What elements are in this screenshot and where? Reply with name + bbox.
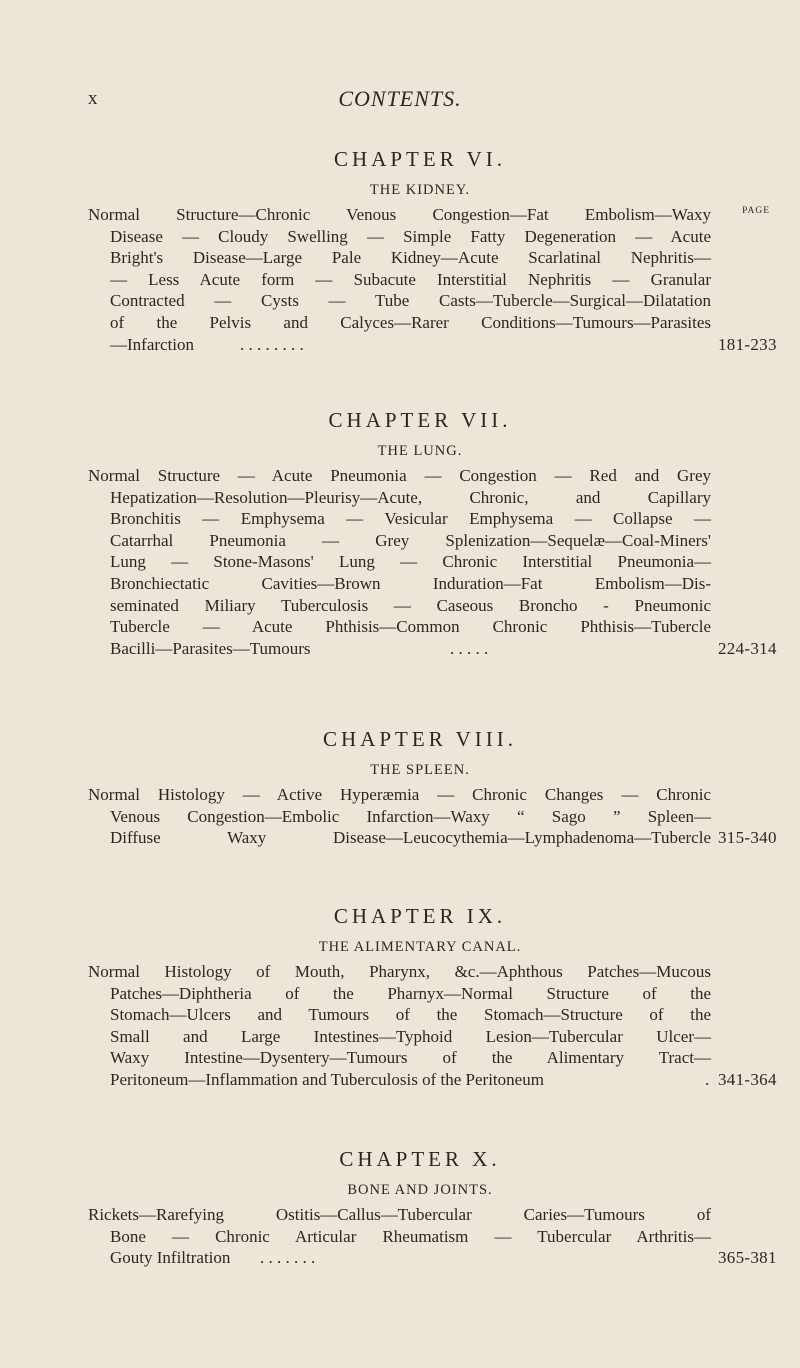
chapter-viii [0, 726, 800, 849]
entry-line: Peritoneum—Inflammation and Tuberculosis of the Peritoneum . 341-364 [110, 1069, 777, 1089]
entry-line: Venous Congestion—Embolic Infarction—Waxy “ Sago ” Spleen— [110, 806, 711, 826]
entry-line: Bacilli—Parasites—Tumours . . . . . 224-314 [110, 638, 777, 658]
chapter-heading: CHAPTER VIII. [323, 727, 517, 751]
chapter-subject: THE SPLEEN. [370, 762, 470, 778]
page-range: 315-340 [718, 828, 777, 848]
entry-line: Tubercle — Acute Phthisis—Common Chronic Phthisis—Tubercle [110, 617, 711, 637]
entry-line: Contracted — Cysts — Tube Casts—Tubercle—Surgical—Dilatation [110, 291, 711, 311]
entry-line: Normal Histology of Mouth, Pharynx, &c.—Aphthous Patches—Mucous [88, 962, 711, 981]
chapter-heading: CHAPTER X. [339, 1147, 501, 1171]
dot-leaders: . . . . . . . [260, 1248, 316, 1268]
entry-line: Bright's Disease—Large Pale Kidney—Acute Scarlatinal Nephritis— [110, 248, 711, 268]
entry-line: Patches—Diphtheria of the Pharnyx—Normal Structure of the [110, 983, 711, 1003]
entry-line: Bronchitis — Emphysema — Vesicular Emphysema — Collapse — [110, 509, 711, 529]
page-column-label: PAGE [742, 206, 770, 216]
entry-line: Disease — Cloudy Swelling — Simple Fatty Degeneration — Acute [110, 226, 711, 246]
chapter-subject: THE ALIMENTARY CANAL. [318, 939, 522, 955]
entry-line: —Infarction . . . . . . . . 181-233 [110, 334, 777, 354]
page-range: 365-381 [718, 1248, 777, 1268]
entry-line: Rickets—Rarefying Ostitis—Callus—Tubercular Caries—Tumours of [88, 1205, 711, 1224]
entry-line: Bronchiectatic Cavities—Brown Induration—Fat Embolism—Dis- [110, 573, 711, 593]
chapter-heading: CHAPTER VII. [328, 408, 512, 432]
chapter-entry [0, 784, 800, 849]
chapter-subject: BONE AND JOINTS. [347, 1182, 493, 1198]
entry-line: Bone — Chronic Articular Rheumatism — Tubercular Arthritis— [110, 1226, 711, 1246]
entry-line: of the Pelvis and Calyces—Rarer Conditions—Tumours—Parasites [110, 312, 711, 332]
entry-line: Waxy Intestine—Dysentery—Tumours of the Alimentary Tract— [110, 1048, 711, 1068]
page-numeral: x [88, 88, 99, 109]
dot-leaders: . [705, 1069, 710, 1089]
entry-line: seminated Miliary Tuberculosis — Caseous Broncho - Pneumonic [110, 595, 711, 615]
chapter-vii [0, 407, 800, 659]
entry-line: Hepatization—Resolution—Pleurisy—Acute, Chronic, and Capillary [110, 487, 711, 507]
chapter-entry [0, 1204, 800, 1269]
page-range: 341-364 [718, 1069, 777, 1089]
chapter-entry [0, 465, 800, 659]
entry-line: Small and Large Intestines—Typhoid Lesion—Tubercular Ulcer— [110, 1026, 711, 1046]
entry-line: Diffuse Waxy Disease—Leucocythemia—Lymphadenoma—Tubercle 315-340 [110, 828, 777, 848]
chapter-heading: CHAPTER IX. [333, 904, 507, 928]
chapter-ix [0, 903, 800, 1091]
chapter-heading: CHAPTER VI. [334, 147, 506, 171]
page-range: 181-233 [718, 334, 777, 354]
dot-leaders: . . . . . . . . [240, 334, 304, 354]
chapter-vi [0, 146, 800, 355]
chapter-subject: THE KIDNEY. [369, 182, 471, 198]
chapter-entry [0, 961, 800, 1091]
entry-line: Lung — Stone-Masons' Lung — Chronic Interstitial Pneumonia— [110, 552, 711, 572]
running-title: CONTENTS. [338, 86, 462, 111]
page-range: 224-314 [718, 638, 777, 658]
entry-line: — Less Acute form — Subacute Interstitial Nephritis — Granular [110, 269, 711, 289]
dot-leaders: . . . . . [450, 638, 489, 658]
chapter-entry [0, 204, 800, 355]
entry-line: Normal Histology — Active Hyperæmia — Chronic Changes — Chronic [88, 785, 711, 804]
entry-line: Stomach—Ulcers and Tumours of the Stomach—Structure of the [110, 1005, 711, 1025]
entry-line: Catarrhal Pneumonia — Grey Splenization—Sequelæ—Coal-Miners' [110, 530, 711, 550]
chapter-subject: THE LUNG. [377, 443, 463, 459]
entry-line: Normal Structure—Chronic Venous Congestion—Fat Embolism—Waxy [88, 205, 711, 224]
entry-line: Normal Structure — Acute Pneumonia — Congestion — Red and Grey [88, 466, 711, 485]
chapter-x [0, 1146, 800, 1269]
entry-line: Gouty Infiltration . . . . . . . 365-381 [110, 1248, 777, 1268]
running-head [0, 88, 800, 118]
